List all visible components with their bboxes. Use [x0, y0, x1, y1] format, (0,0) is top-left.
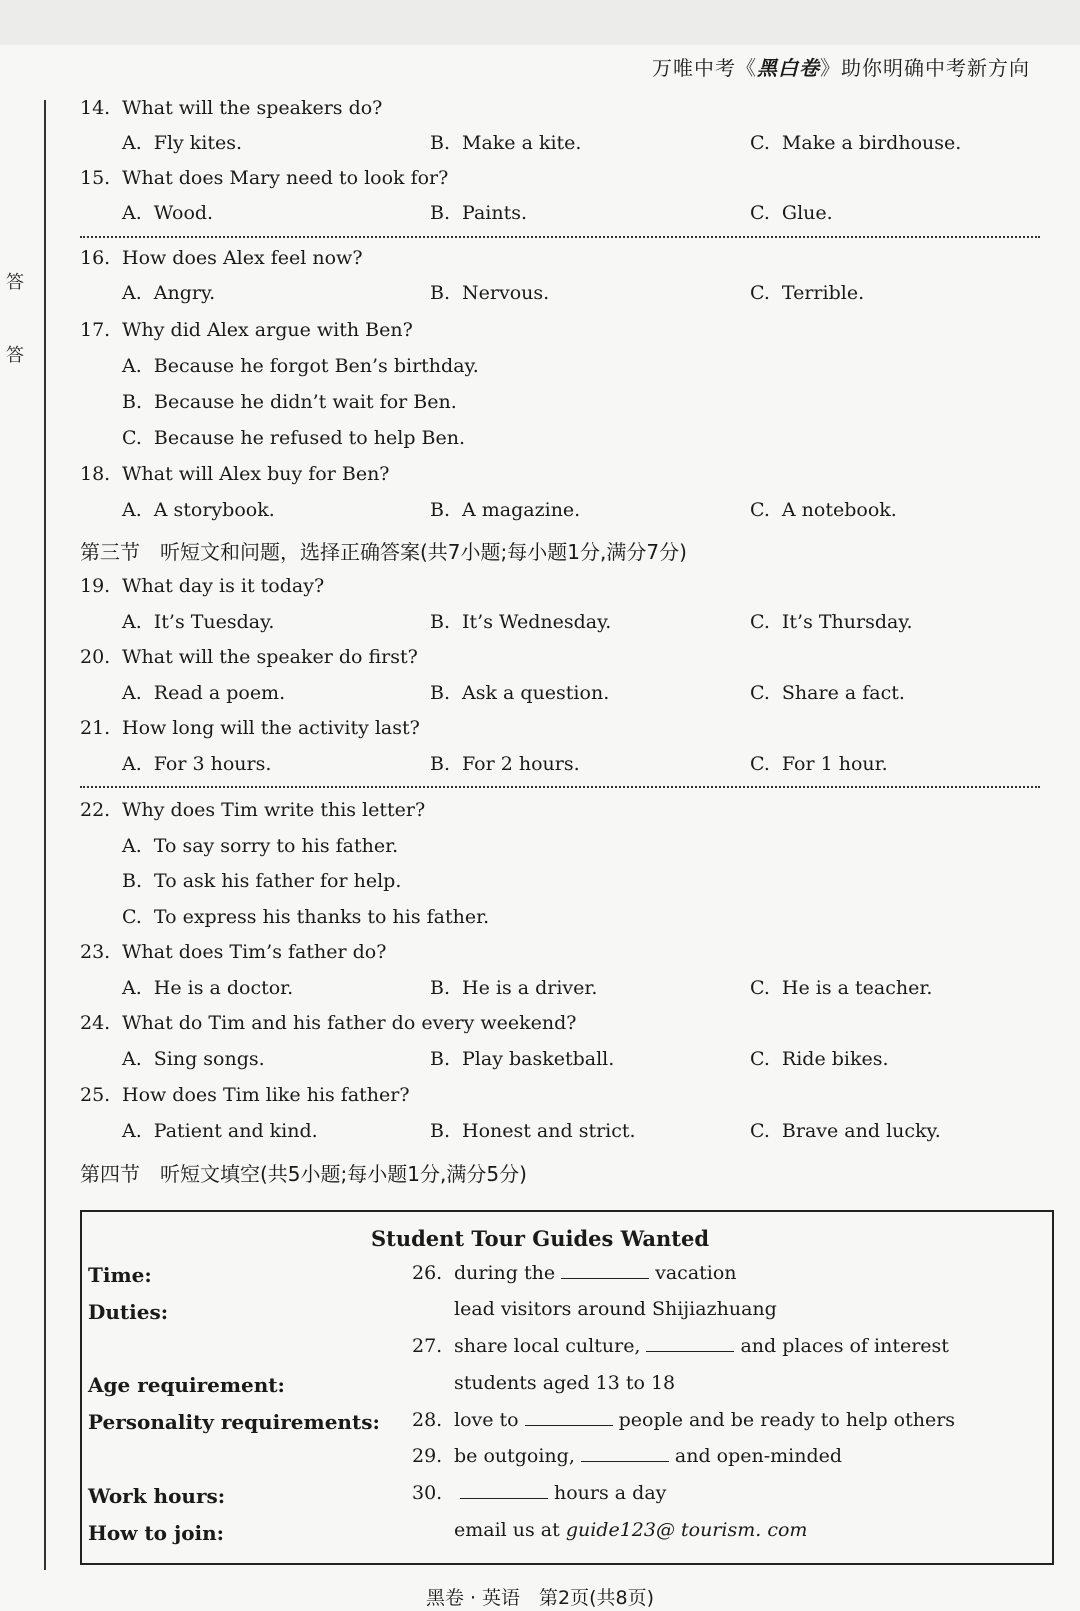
- question-19: 19. What day is it today?: [80, 575, 325, 597]
- q18-option-c: C. A notebook.: [750, 499, 897, 521]
- join-line: email us at guide123@ tourism. com: [454, 1519, 808, 1541]
- q14-option-a: A. Fly kites.: [122, 132, 243, 154]
- duties-line: lead visitors around Shijiazhuang: [454, 1298, 777, 1320]
- page-footer: 黑卷 · 英语 第2页(共8页): [425, 1587, 655, 1609]
- q21-option-c: C. For 1 hour.: [750, 753, 888, 775]
- answer-blank-26[interactable]: [561, 1262, 649, 1279]
- q23-option-a: A. He is a doctor.: [122, 977, 294, 999]
- header-suffix: 》助你明确中考新方向: [820, 56, 1030, 80]
- label-personality: Personality requirements:: [88, 1410, 380, 1434]
- q25-option-c: C. Brave and lucky.: [750, 1120, 941, 1142]
- question-17: 17. Why did Alex argue with Ben?: [80, 319, 413, 341]
- age-line: students aged 13 to 18: [454, 1372, 676, 1394]
- divider-dotted: [80, 786, 1040, 788]
- q16-option-c: C. Terrible.: [750, 282, 865, 304]
- label-age: Age requirement:: [88, 1373, 285, 1397]
- q19-option-a: A. It’s Tuesday.: [122, 611, 275, 633]
- label-how-to-join: How to join:: [88, 1521, 225, 1545]
- question-15: 15. What does Mary need to look for?: [80, 167, 449, 189]
- q25-option-b: B. Honest and strict.: [430, 1120, 636, 1142]
- question-23: 23. What does Tim’s father do?: [80, 941, 387, 963]
- q22-option-c: C. To express his thanks to his father.: [122, 906, 490, 928]
- margin-mark: 答: [3, 345, 24, 363]
- q16-option-a: A. Angry.: [122, 282, 216, 304]
- label-duties: Duties:: [88, 1300, 169, 1324]
- q17-option-a: A. Because he forgot Ben’s birthday.: [122, 355, 479, 377]
- question-20: 20. What will the speaker do first?: [80, 646, 418, 668]
- question-14: 14. What will the speakers do?: [80, 97, 383, 119]
- q24-option-a: A. Sing songs.: [122, 1048, 265, 1070]
- q19-option-c: C. It’s Thursday.: [750, 611, 913, 633]
- q19-option-b: B. It’s Wednesday.: [430, 611, 612, 633]
- answer-blank-29[interactable]: [581, 1445, 669, 1462]
- q24-option-b: B. Play basketball.: [430, 1048, 615, 1070]
- answer-blank-30[interactable]: [460, 1482, 548, 1499]
- divider-dotted: [80, 236, 1040, 238]
- header-brand: 黑白卷: [757, 56, 820, 80]
- q18-option-a: A. A storybook.: [122, 499, 275, 521]
- q25-option-a: A. Patient and kind.: [122, 1120, 318, 1142]
- q22-option-b: B. To ask his father for help.: [122, 870, 402, 892]
- answer-blank-27[interactable]: [646, 1335, 734, 1352]
- q22-option-a: A. To say sorry to his father.: [122, 835, 399, 857]
- top-shade: [0, 0, 1080, 45]
- section-3-heading: 第三节 听短文和问题，选择正确答案(共7小题;每小题1分,满分7分): [80, 540, 687, 564]
- question-18: 18. What will Alex buy for Ben?: [80, 463, 390, 485]
- question-22: 22. Why does Tim write this letter?: [80, 799, 426, 821]
- q14-option-c: C. Make a birdhouse.: [750, 132, 962, 154]
- line-27: 27. share local culture, and places of interest: [412, 1335, 949, 1357]
- q14-option-b: B. Make a kite.: [430, 132, 582, 154]
- label-time: Time:: [88, 1263, 152, 1287]
- header-prefix: 万唯中考《: [652, 56, 757, 80]
- q20-option-b: B. Ask a question.: [430, 682, 610, 704]
- question-21: 21. How long will the activity last?: [80, 717, 420, 739]
- q24-option-c: C. Ride bikes.: [750, 1048, 889, 1070]
- line-28: 28. love to people and be ready to help others: [412, 1409, 956, 1431]
- answer-blank-28[interactable]: [525, 1409, 613, 1426]
- margin-mark: 答: [3, 272, 24, 290]
- binding-margin-line: [44, 100, 46, 1570]
- question-24: 24. What do Tim and his father do every weekend?: [80, 1012, 577, 1034]
- email-address: guide123@ tourism. com: [565, 1519, 808, 1541]
- q20-option-a: A. Read a poem.: [122, 682, 286, 704]
- line-29: 29. be outgoing, and open-minded: [412, 1445, 843, 1467]
- q16-option-b: B. Nervous.: [430, 282, 550, 304]
- q21-option-b: B. For 2 hours.: [430, 753, 580, 775]
- notice-title: Student Tour Guides Wanted: [370, 1226, 710, 1251]
- q18-option-b: B. A magazine.: [430, 499, 581, 521]
- q23-option-b: B. He is a driver.: [430, 977, 598, 999]
- section-4-heading: 第四节 听短文填空(共5小题;每小题1分,满分5分): [80, 1162, 527, 1186]
- question-16: 16. How does Alex feel now?: [80, 247, 363, 269]
- q17-option-b: B. Because he didn’t wait for Ben.: [122, 391, 457, 413]
- q15-option-c: C. Glue.: [750, 202, 833, 224]
- label-work-hours: Work hours:: [88, 1484, 226, 1508]
- q21-option-a: A. For 3 hours.: [122, 753, 272, 775]
- page-header: [652, 52, 1030, 81]
- q15-option-a: A. Wood.: [122, 202, 214, 224]
- q20-option-c: C. Share a fact.: [750, 682, 905, 704]
- q15-option-b: B. Paints.: [430, 202, 528, 224]
- line-30: 30. hours a day: [412, 1482, 667, 1504]
- line-26: 26. during the vacation: [412, 1262, 737, 1284]
- question-25: 25. How does Tim like his father?: [80, 1084, 410, 1106]
- q23-option-c: C. He is a teacher.: [750, 977, 933, 999]
- q17-option-c: C. Because he refused to help Ben.: [122, 427, 466, 449]
